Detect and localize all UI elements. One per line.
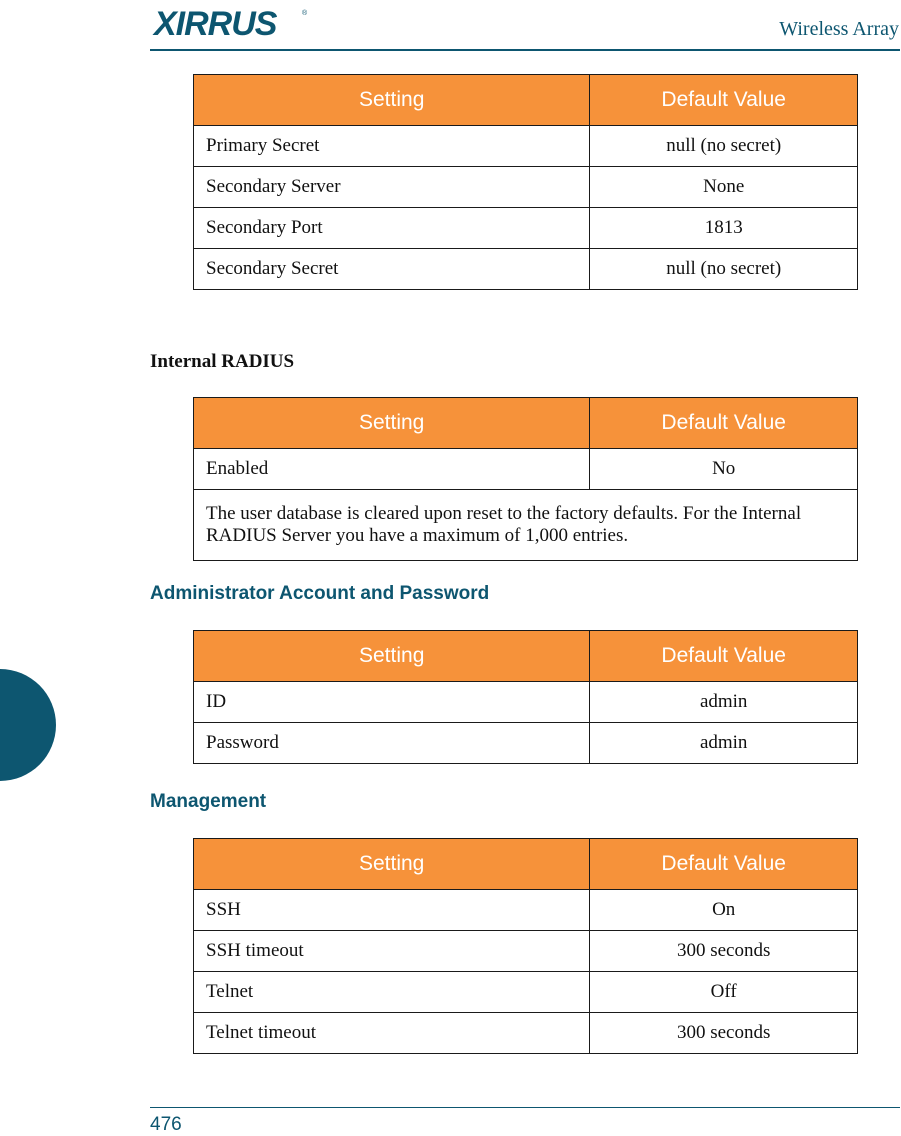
table-row (194, 972, 858, 1013)
document-title: Wireless Array (779, 18, 899, 40)
value-cell: None (590, 167, 858, 208)
value-cell: On (590, 890, 858, 931)
table-row (194, 723, 858, 764)
setting-cell: Secondary Secret (194, 249, 590, 290)
radius-defaults-table (193, 74, 858, 290)
table-row (194, 490, 858, 561)
column-header-setting: Setting (194, 839, 590, 890)
page-number: 476 (150, 1114, 182, 1135)
value-cell: 1813 (590, 208, 858, 249)
setting-cell: Secondary Port (194, 208, 590, 249)
xirrus-logo (154, 5, 308, 43)
section-heading-management: Management (150, 791, 267, 812)
setting-cell: ID (194, 682, 590, 723)
setting-cell: Telnet timeout (194, 1013, 590, 1054)
value-cell: null (no secret) (590, 126, 858, 167)
table-row (194, 126, 858, 167)
value-cell: admin (590, 682, 858, 723)
table-row (194, 1013, 858, 1054)
management-table (193, 838, 858, 1054)
section-heading-internal-radius: Internal RADIUS (150, 351, 295, 372)
value-cell: 300 seconds (590, 931, 858, 972)
setting-cell: SSH timeout (194, 931, 590, 972)
column-header-setting: Setting (194, 631, 590, 682)
column-header-default-value: Default Value (590, 839, 858, 890)
table-header-row (194, 398, 858, 449)
value-cell: No (590, 449, 858, 490)
table-row (194, 449, 858, 490)
value-cell: 300 seconds (590, 1013, 858, 1054)
registered-mark: ® (302, 10, 308, 17)
admin-account-table (193, 630, 858, 764)
column-header-default-value: Default Value (590, 631, 858, 682)
table-row (194, 167, 858, 208)
setting-cell: Enabled (194, 449, 590, 490)
value-cell: admin (590, 723, 858, 764)
table-row (194, 890, 858, 931)
setting-cell: Password (194, 723, 590, 764)
setting-cell: Secondary Server (194, 167, 590, 208)
column-header-default-value: Default Value (590, 398, 858, 449)
table-note: The user database is cleared upon reset to the factory defaults. For the Internal RADIUS Server you have a maximum of 1,000 entries. (194, 490, 858, 561)
setting-cell: Telnet (194, 972, 590, 1013)
table-row (194, 931, 858, 972)
header-divider (150, 49, 900, 51)
chapter-tab-marker (0, 669, 56, 781)
setting-cell: Primary Secret (194, 126, 590, 167)
table-row (194, 208, 858, 249)
column-header-default-value: Default Value (590, 75, 858, 126)
internal-radius-table (193, 397, 858, 561)
table-header-row (194, 631, 858, 682)
section-heading-admin-account: Administrator Account and Password (150, 583, 490, 604)
table-header-row (194, 839, 858, 890)
footer-divider (150, 1107, 900, 1108)
table-row (194, 682, 858, 723)
table-header-row (194, 75, 858, 126)
table-row (194, 249, 858, 290)
setting-cell: SSH (194, 890, 590, 931)
logo-wordmark: XIRRUS (154, 5, 277, 43)
column-header-setting: Setting (194, 75, 590, 126)
value-cell: Off (590, 972, 858, 1013)
column-header-setting: Setting (194, 398, 590, 449)
value-cell: null (no secret) (590, 249, 858, 290)
